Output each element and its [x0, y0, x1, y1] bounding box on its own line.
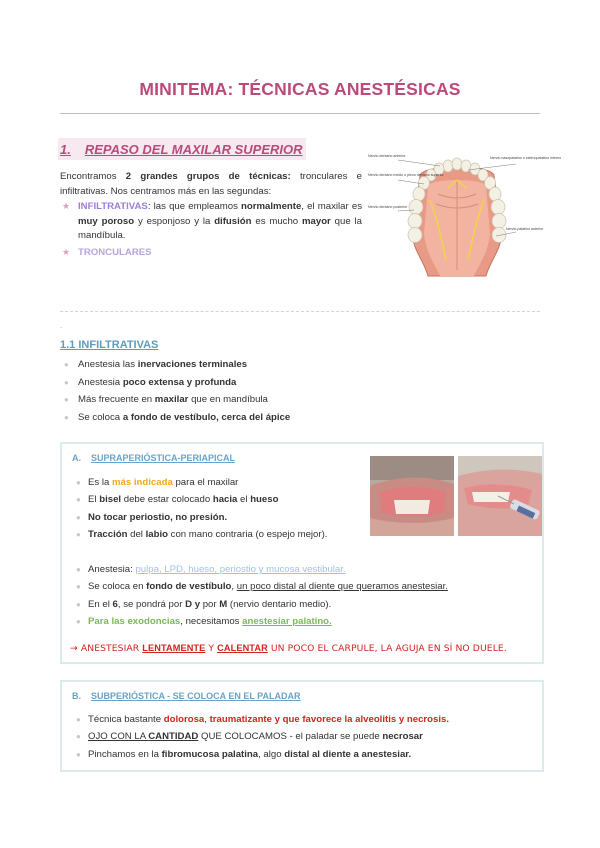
list-item: ● Más frecuente en maxilar que en mandíbula [60, 391, 540, 409]
bullet-icon: ● [64, 360, 69, 369]
section-title: REPASO DEL MAXILAR SUPERIOR [84, 142, 303, 157]
section-number: 1. [60, 142, 71, 157]
bullet-icon: ● [76, 599, 81, 609]
box-title: A. SUPRAPERIÓSTICA-PERIAPICAL [72, 453, 236, 463]
lip-traction-photo [370, 456, 454, 536]
list-item: ● Tracción del labio con mano contraria (o espejo mejor). [72, 526, 362, 543]
list-item: ● Se coloca a fondo de vestíbulo, cerca del ápice [60, 409, 540, 427]
title-divider [60, 113, 540, 114]
intro-block [60, 170, 362, 261]
figure-label: Nervio nasopalatino o esfenopalatino interno [490, 156, 562, 160]
bullet-icon: ● [76, 495, 81, 505]
figure-label: Nervio dentario anterior [368, 154, 406, 158]
bullet-icon: ● [76, 732, 81, 742]
technique-list [60, 200, 362, 261]
list-item: ● Anestesia las inervaciones terminales [60, 356, 540, 374]
stray-mark: . [60, 321, 63, 330]
list-item: ● Técnica bastante dolorosa, traumatizante y que favorece la alveolitis y necrosis. [72, 711, 542, 728]
list-item: ● Se coloca en fondo de vestíbulo, un poco distal al diente que queramos anestesiar. [72, 578, 532, 595]
bullet-icon: ● [76, 478, 81, 487]
section-heading [60, 140, 303, 160]
bullet-icon: ● [76, 565, 81, 574]
box-title: B. SUBPERIÓSTICA - SE COLOCA EN EL PALADAR [72, 691, 301, 701]
page-title: MINITEMA: TÉCNICAS ANESTÉSICAS [139, 79, 461, 99]
subsection-heading: 1.1 INFILTRATIVAS [60, 339, 159, 351]
list-item: ● OJO CON LA CANTIDAD QUE COLOCAMOS - el paladar se puede necrosar [72, 728, 542, 745]
intro-paragraph: Encontramos 2 grandes grupos de técnicas: tronculares e infiltrativas. Nos centramos más en las segundas: [60, 171, 362, 197]
list-item: ● Pinchamos en la fibromucosa palatina, algo distal al diente a anestesiar. [72, 746, 542, 763]
maxilla-anatomy-image [368, 150, 562, 290]
bullet-icon: ● [64, 395, 69, 404]
list-item: ● En el 6, se pondrá por D y por M (nervio dentario medio). [72, 596, 532, 613]
bullet-icon: ● [76, 512, 81, 522]
bullet-icon: ● [76, 617, 81, 627]
bullet-icon: ● [64, 377, 69, 387]
handwritten-note: → ANESTESIAR LENTAMENTE Y CALENTAR UN POCO EL CARPULE, LA AGUJA EN SÍ NO DUELE. [70, 643, 507, 654]
list-item: ● No tocar periostio, no presión. [72, 509, 362, 526]
list-item: ● Es la más indicada para el maxilar [72, 474, 362, 491]
list-item: ● El bisel debe estar colocado hacia el hueso [72, 491, 362, 508]
figure-label: Nervio dentario medio o plexo dentario superior [368, 173, 444, 177]
box-b-list [72, 711, 542, 763]
star-icon: ★ [62, 247, 71, 258]
bullet-icon: ● [64, 412, 69, 422]
box-a-list [72, 474, 362, 544]
bullet-icon: ● [76, 749, 81, 759]
section-divider [60, 311, 540, 312]
star-icon: ★ [62, 200, 71, 211]
figure-label: Nervio dentario posterior [368, 205, 408, 209]
figure-label: Nervio palatino anterior [506, 227, 544, 231]
syringe-injection-photo [458, 456, 542, 536]
list-item: ● Anestesia poco extensa y profunda [60, 374, 540, 392]
bullet-icon: ● [76, 530, 81, 540]
bullet-icon: ● [76, 582, 81, 592]
box-a-list-continued [72, 561, 532, 631]
list-item: ● Para las exodoncias, necesitamos anestesiar palatino. [72, 613, 532, 630]
list-item-tronculares: ★ TRONCULARES [62, 247, 152, 259]
list-item-infiltrativas: ★ INFILTRATIVAS: las que empleamos normalmente, el maxilar es muy poroso y esponjoso y la difusión es mucho mayor que la mandíbula. [62, 200, 363, 242]
infiltrativas-list [60, 356, 540, 426]
list-item: ● Anestesia: pulpa, LPD, hueso, periostio y mucosa vestibular. [72, 561, 532, 578]
technique-box-b [60, 680, 544, 772]
bullet-icon: ● [76, 715, 81, 724]
